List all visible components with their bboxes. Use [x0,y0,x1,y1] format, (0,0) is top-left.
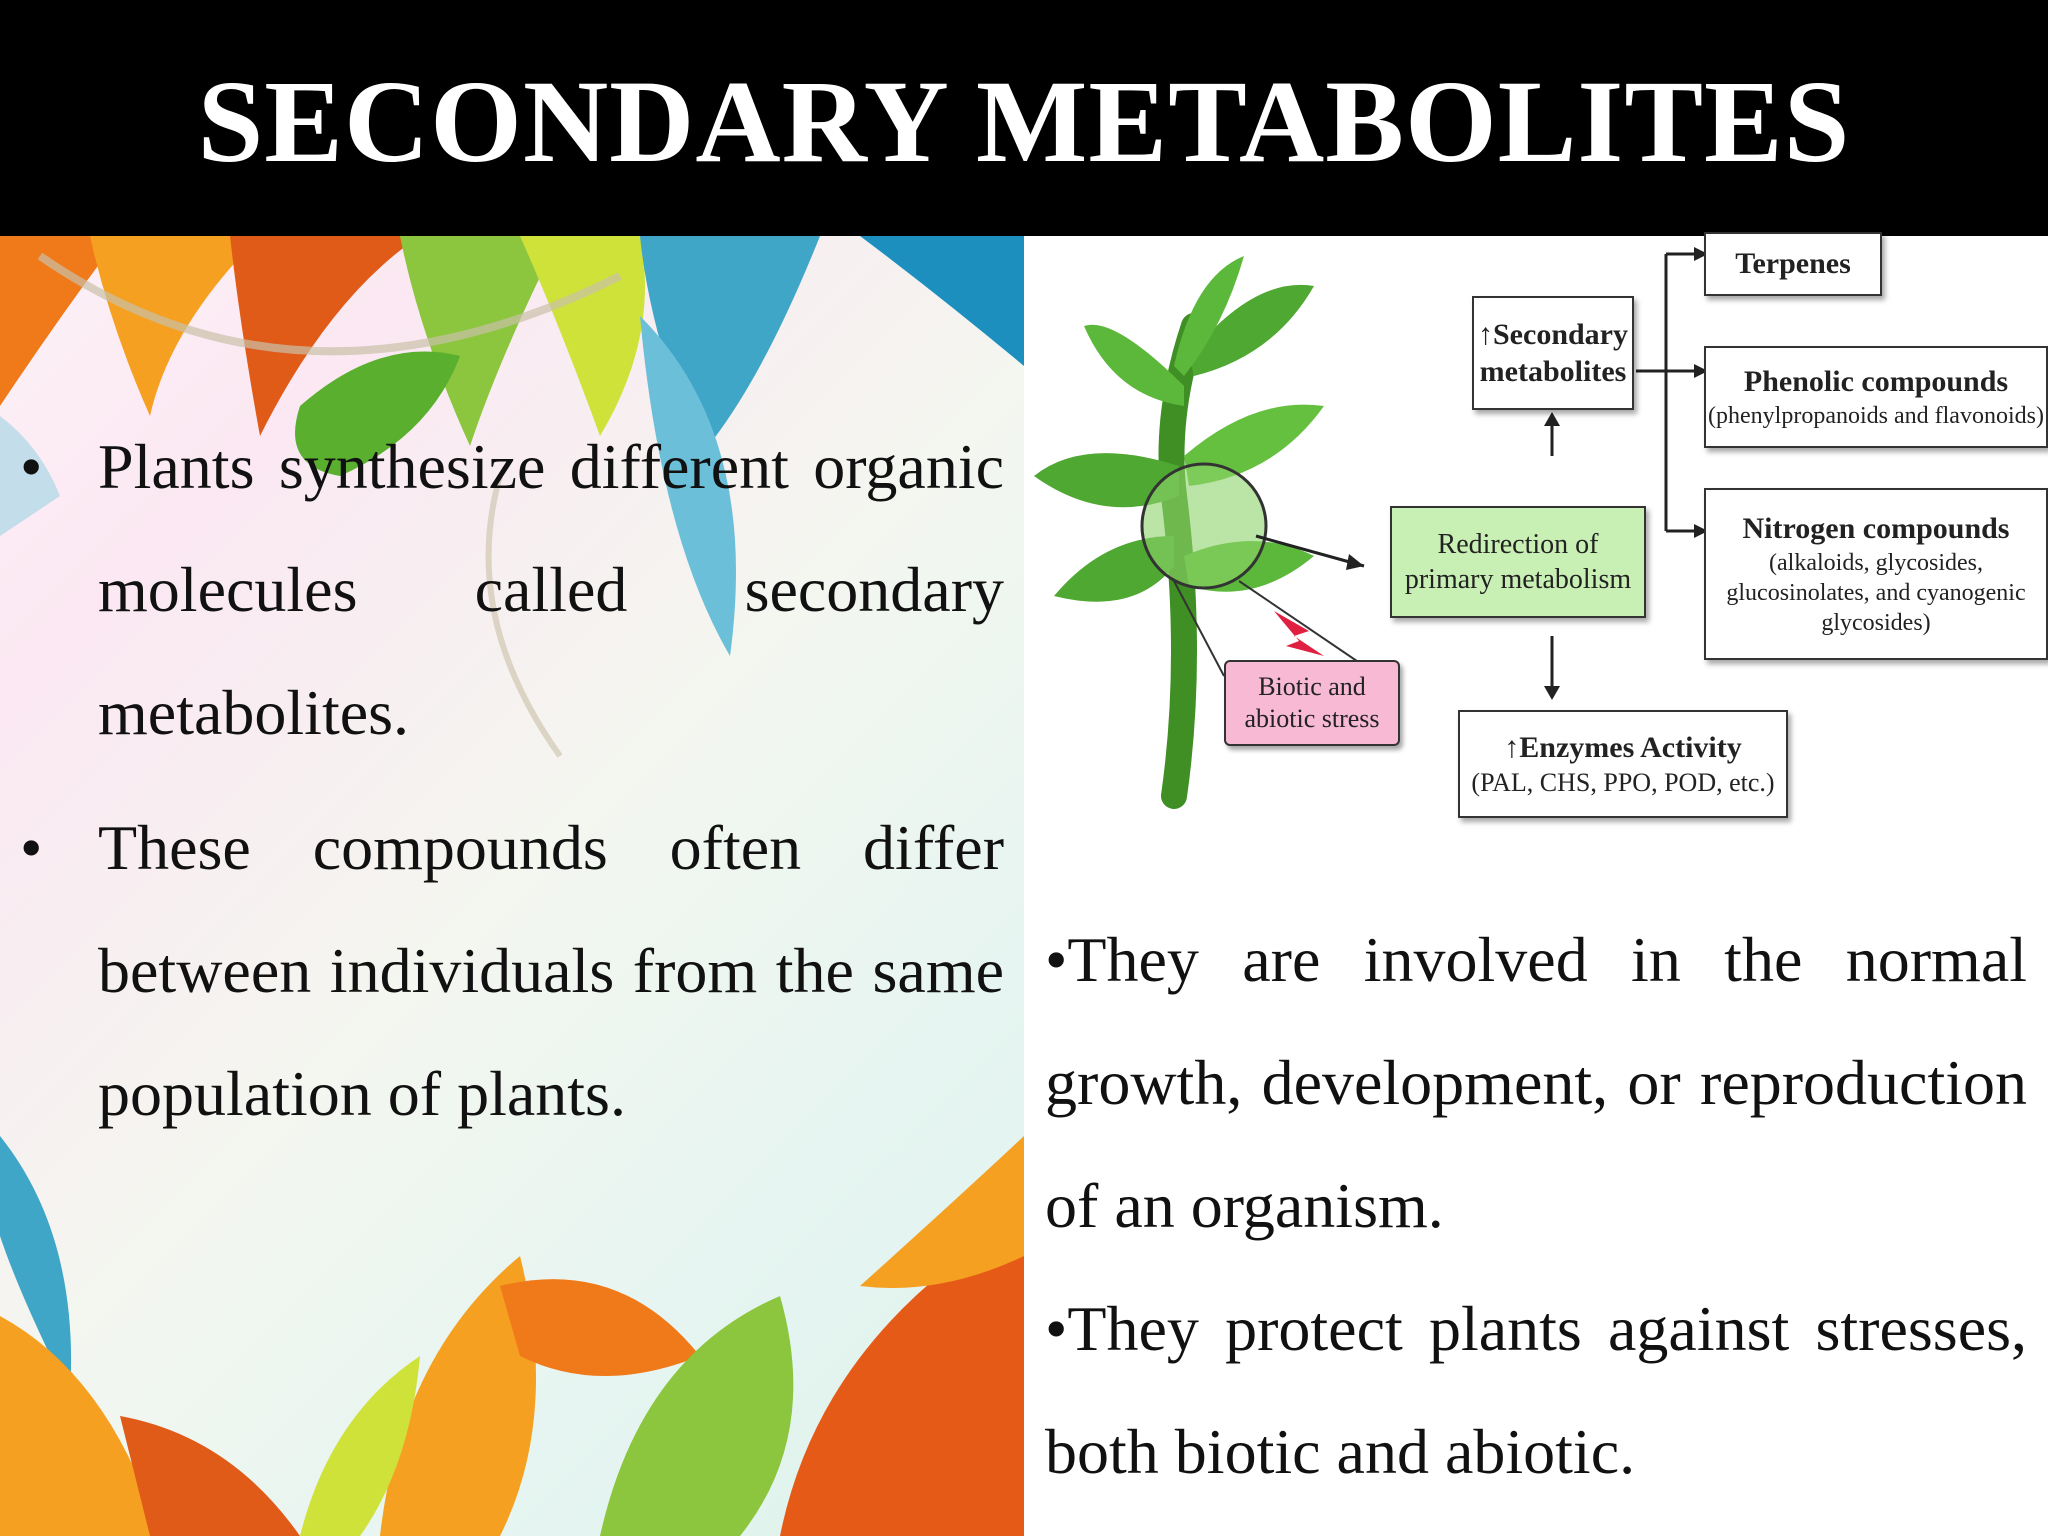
bullet-item [20,786,1004,1155]
nitrogen-compounds-box: Nitrogen compounds (alkaloids, glycosides, glucosinolates, and cyanogenic glycosides) [1704,488,2048,660]
terpenes-box: Terpenes [1704,232,1882,296]
redirection-box: Redirection of primary metabolism [1390,506,1646,618]
right-bullet-list [1045,898,2027,1513]
bullet-text: These compounds often differ between individuals from the same population of plants. [98,812,1004,1129]
left-bullet-list [20,405,1004,1155]
phenolic-compounds-box: Phenolic compounds (phenylpropanoids and flavonoids) [1704,346,2048,448]
title-bar [0,0,2048,236]
bullet-text: Plants synthesize different organic molecules called secondary metabolites. [98,431,1004,748]
bullet-item [20,405,1004,774]
secondary-metabolites-box: ↑Secondary metabolites [1472,296,1634,410]
slide-title: SECONDARY METABOLITES [197,56,1851,187]
stress-box: Biotic and abiotic stress [1224,660,1400,746]
bullet-item: •They protect plants against stresses, both biotic and abiotic. [1045,1293,2027,1487]
metabolism-diagram [1024,236,2048,836]
enzymes-activity-box: ↑Enzymes Activity (PAL, CHS, PPO, POD, etc.) [1458,710,1788,818]
bullet-marker: • [20,812,43,883]
bullet-item: •They are involved in the normal growth, development, or reproduction of an organism. [1045,924,2027,1241]
bullet-marker: • [20,431,43,502]
